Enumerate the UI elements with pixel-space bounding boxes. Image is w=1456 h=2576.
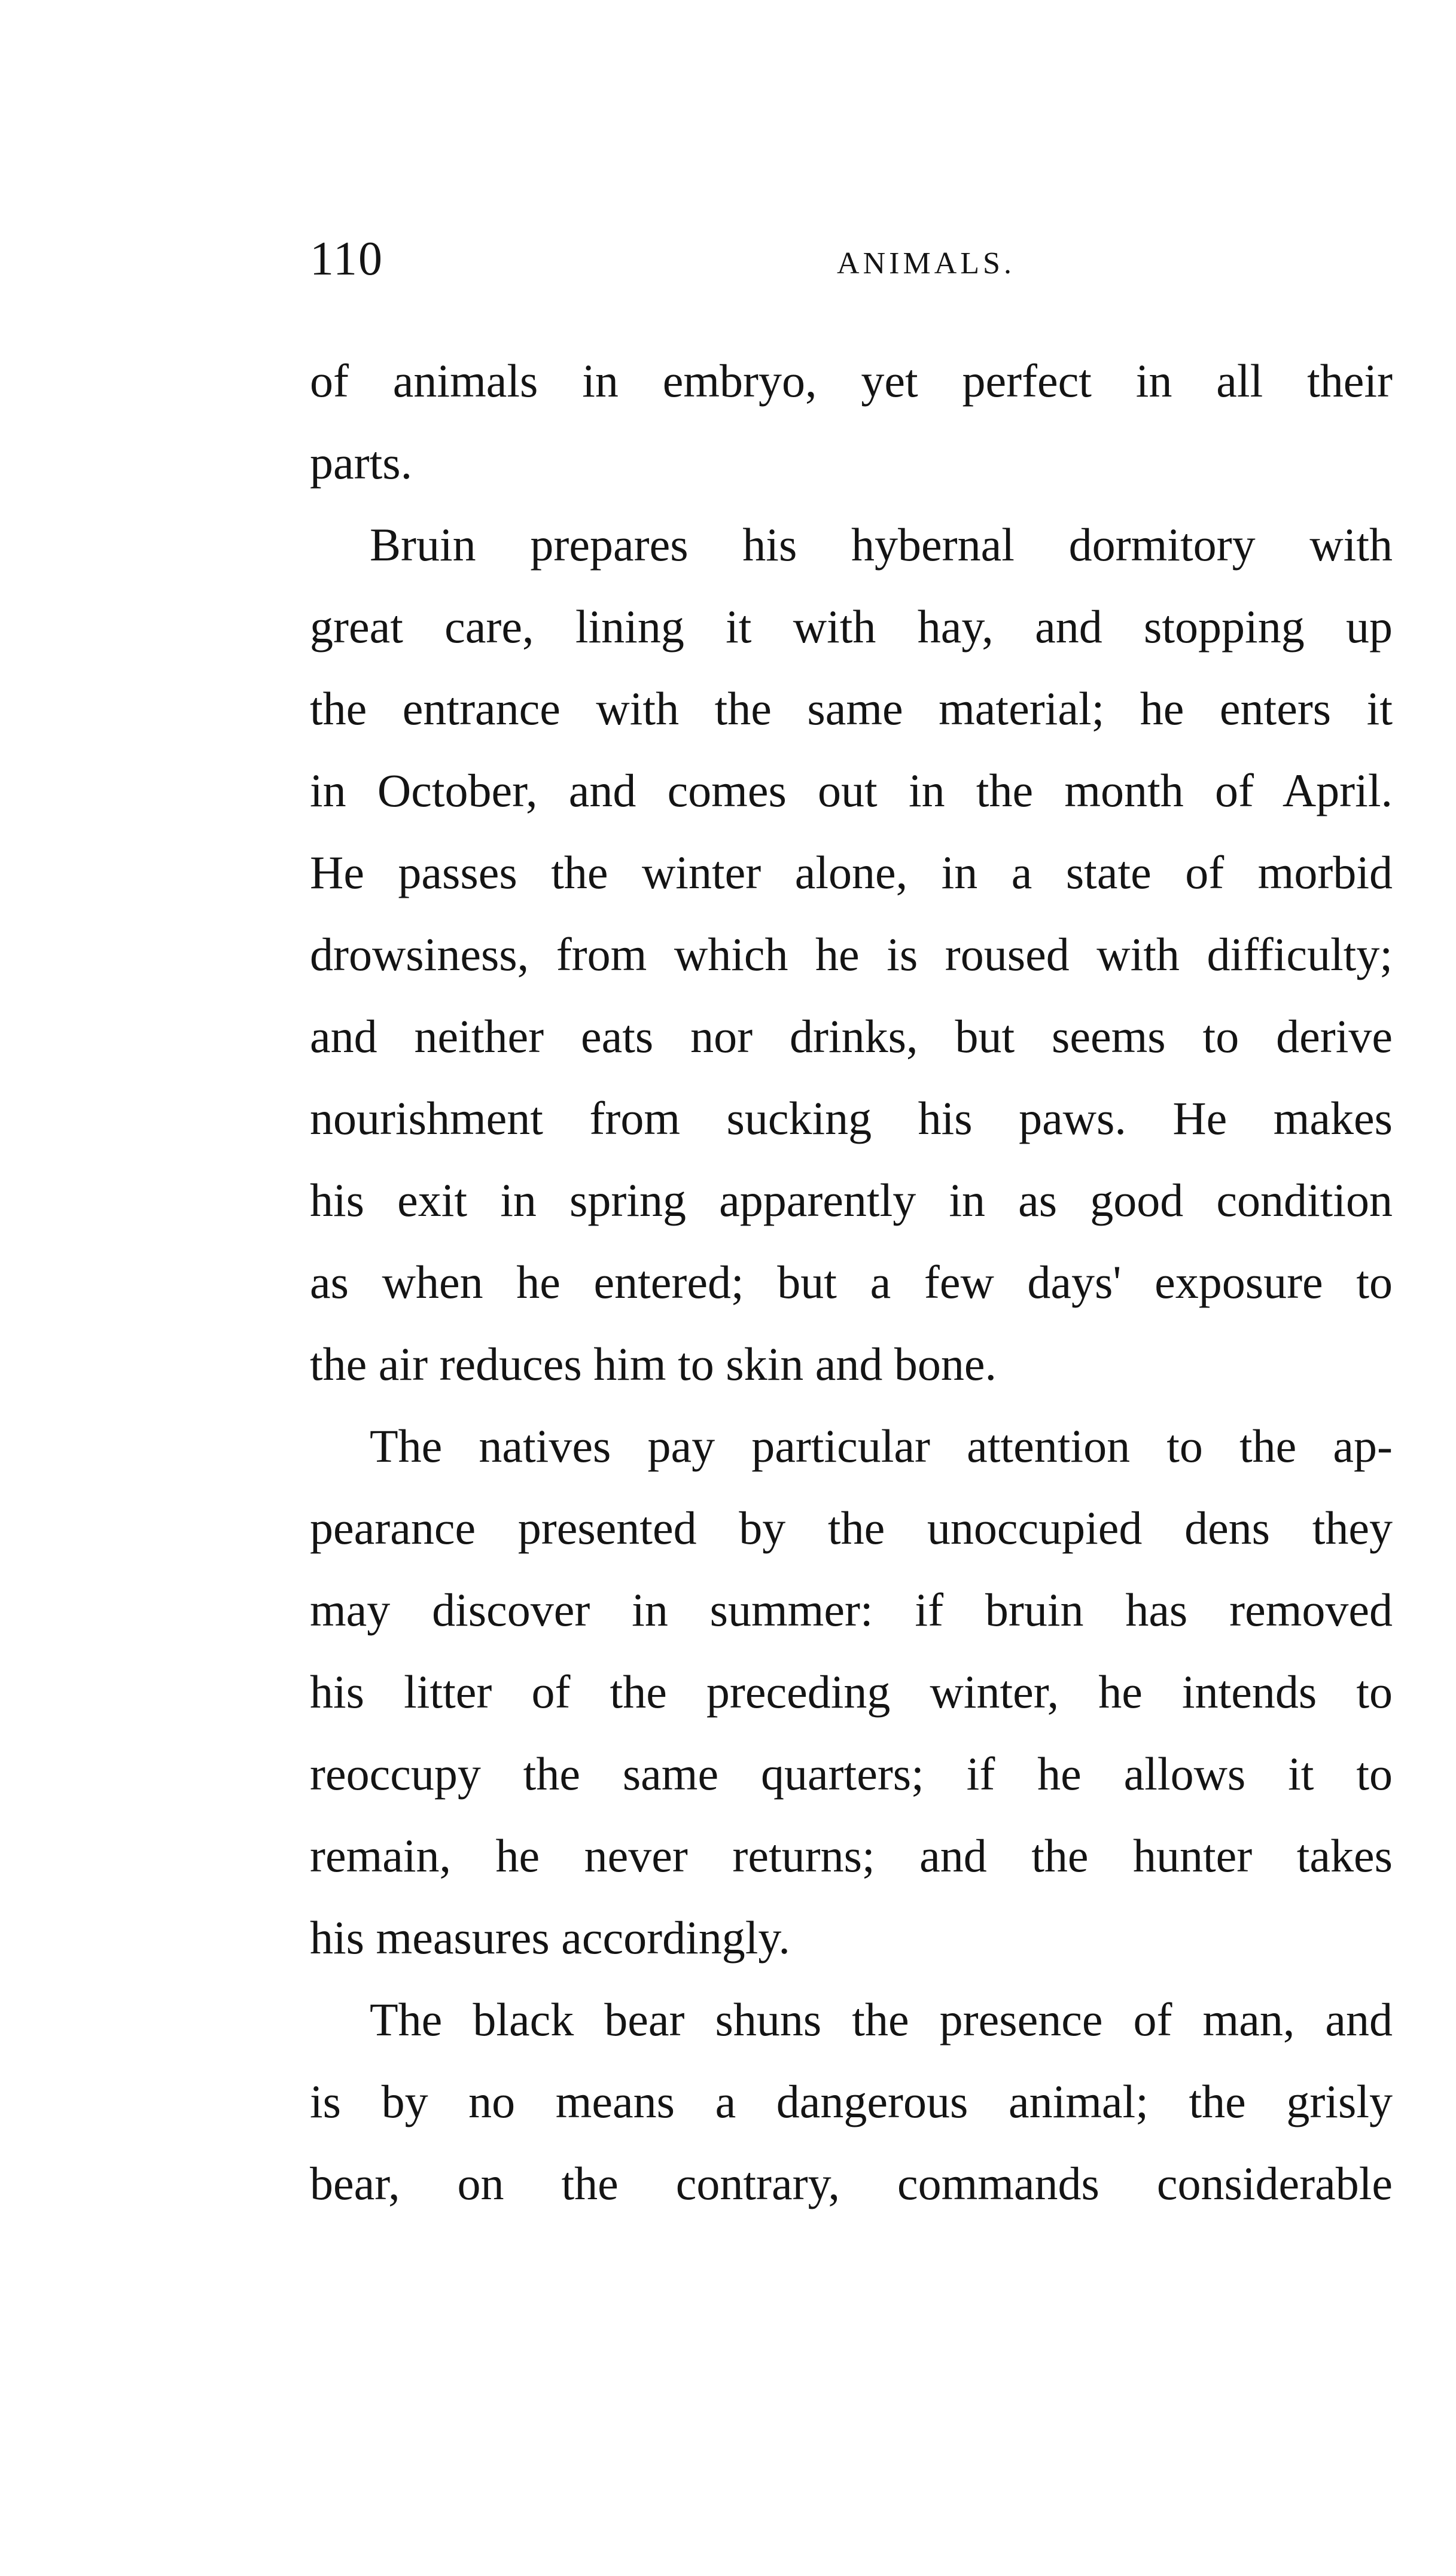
text-line: of animals in embryo, yet perfect in all their [310, 355, 1393, 407]
text-line: the air reduces him to skin and bone. [310, 1338, 997, 1390]
text-line: He passes the winter alone, in a state of morbid [310, 846, 1393, 898]
text-line: pearance presented by the unoccupied dens they [310, 1502, 1393, 1554]
text-line: great care, lining it with hay, and stopping up [310, 600, 1393, 653]
body-text [310, 340, 1393, 2224]
text-line: drowsiness, from which he is roused with difficulty; [310, 928, 1393, 980]
text-line: his exit in spring apparently in as good condition [310, 1174, 1393, 1226]
text-line: his litter of the preceding winter, he intends to [310, 1666, 1393, 1718]
text-line: remain, he never returns; and the hunter takes [310, 1830, 1393, 1882]
running-head: ANIMALS. [837, 246, 1015, 281]
text-line: is by no means a dangerous animal; the grisly [310, 2075, 1393, 2127]
text-line: and neither eats nor drinks, but seems to derive [310, 1010, 1393, 1062]
paragraph-first-line: The black bear shuns the presence of man, and [370, 1993, 1393, 2045]
text-line: may discover in summer: if bruin has removed [310, 1584, 1393, 1636]
text-line: parts. [310, 437, 413, 489]
paragraph-first-line: The natives pay particular attention to the ap- [370, 1420, 1393, 1472]
text-line: the entrance with the same material; he enters it [310, 682, 1393, 734]
paragraph-first-line: Bruin prepares his hybernal dormitory with [370, 519, 1393, 571]
text-line: bear, on the contrary, commands considerable [310, 2157, 1393, 2209]
page-header [310, 226, 1393, 292]
text-line: nourishment from sucking his paws. He makes [310, 1092, 1393, 1144]
text-line: reoccupy the same quarters; if he allows it to [310, 1748, 1393, 1800]
page-number: 110 [310, 233, 384, 285]
text-line: as when he entered; but a few days' exposure to [310, 1256, 1393, 1308]
text-line: his measures accordingly. [310, 1912, 790, 1964]
text-line: in October, and comes out in the month of April. [310, 764, 1393, 816]
